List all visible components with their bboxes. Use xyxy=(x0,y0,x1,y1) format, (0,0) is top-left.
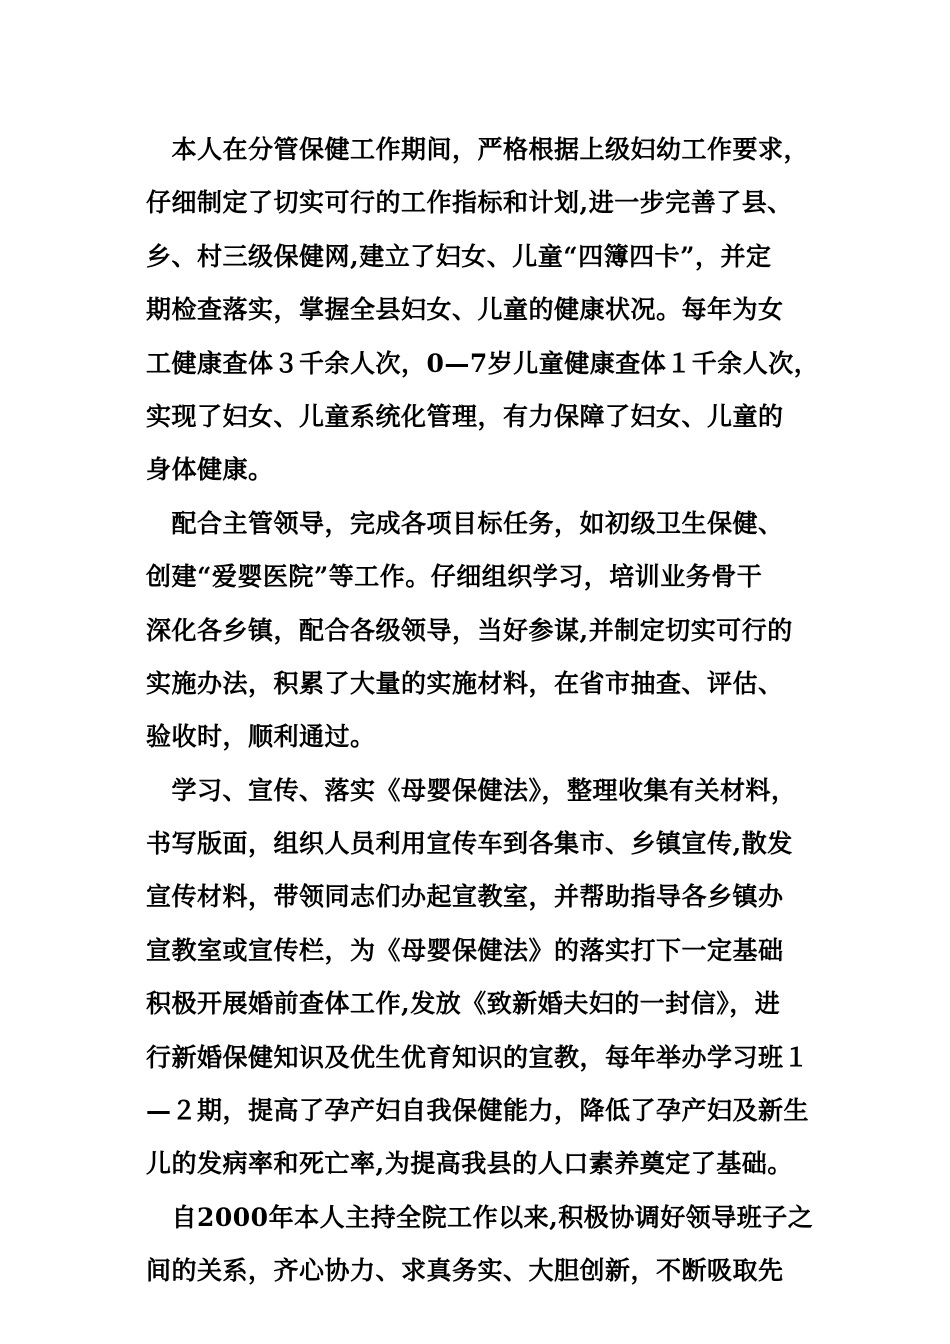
text-line: 乡、村三级保健网,建立了妇女、儿童“四簿四卡”，并定 xyxy=(146,241,772,271)
text-line: 本人在分管保健工作期间，严格根据上级妇幼工作要求， xyxy=(146,135,810,164)
paragraph xyxy=(146,1191,816,1298)
paragraph xyxy=(146,764,816,1191)
text-line: 书写版面，组织人员利用宣传车到各集市、乡镇宣传,散发 xyxy=(146,829,793,859)
text-line: 深化各乡镇，配合各级领导，当好参谋,并制定切实可行的 xyxy=(146,615,793,645)
text-line: 仔细制定了切实可行的工作指标和计划,进一步完善了县、 xyxy=(146,188,793,218)
text-line: 行新婚保健知识及优生优育知识的宣教，每年举办学习班１ xyxy=(146,1042,810,1072)
paragraph xyxy=(146,123,820,497)
text-line: 儿的发病率和死亡率,为提高我县的人口素养奠定了基础。 xyxy=(146,1149,793,1179)
text-line: 身体健康。 xyxy=(146,455,274,485)
text-line: 自2000年本人主持全院工作以来,积极协调好领导班子之 xyxy=(146,1202,814,1232)
paragraph xyxy=(146,497,816,764)
text-line: 实施办法，积累了大量的实施材料，在省市抽查、评估、 xyxy=(146,668,784,698)
text-line: 宣教室或宣传栏，为《母婴保健法》的落实打下一定基础 xyxy=(146,935,784,965)
text-line: 间的关系，齐心协力、求真务实、大胆创新，不断吸取先 xyxy=(146,1256,784,1286)
text-line: 验收时，顺利通过。 xyxy=(146,722,376,752)
text-line: 创建“爱婴医院”等工作。仔细组织学习，培训业务骨干 xyxy=(146,562,763,592)
text-line: 积极开展婚前查体工作,发放《致新婚夫妇的一封信》，进 xyxy=(146,989,781,1019)
text-line: 配合主管领导，完成各项目标任务，如初级卫生保健、 xyxy=(146,508,784,538)
text-line: 工健康查体３千余人次，0—7岁儿童健康查体１千余人次， xyxy=(146,348,820,378)
text-line: 实现了妇女、儿童系统化管理，有力保障了妇女、儿童的 xyxy=(146,401,784,431)
document-body xyxy=(146,123,820,1298)
text-line: 期检查落实，掌握全县妇女、儿童的健康状况。每年为女 xyxy=(146,295,784,325)
text-line: 学习、宣传、落实《母婴保健法》，整理收集有关材料， xyxy=(146,775,797,805)
text-line: —２期，提高了孕产妇自我保健能力，降低了孕产妇及新生 xyxy=(146,1096,810,1126)
text-line: 宣传材料，带领同志们办起宣教室，并帮助指导各乡镇办 xyxy=(146,882,784,912)
